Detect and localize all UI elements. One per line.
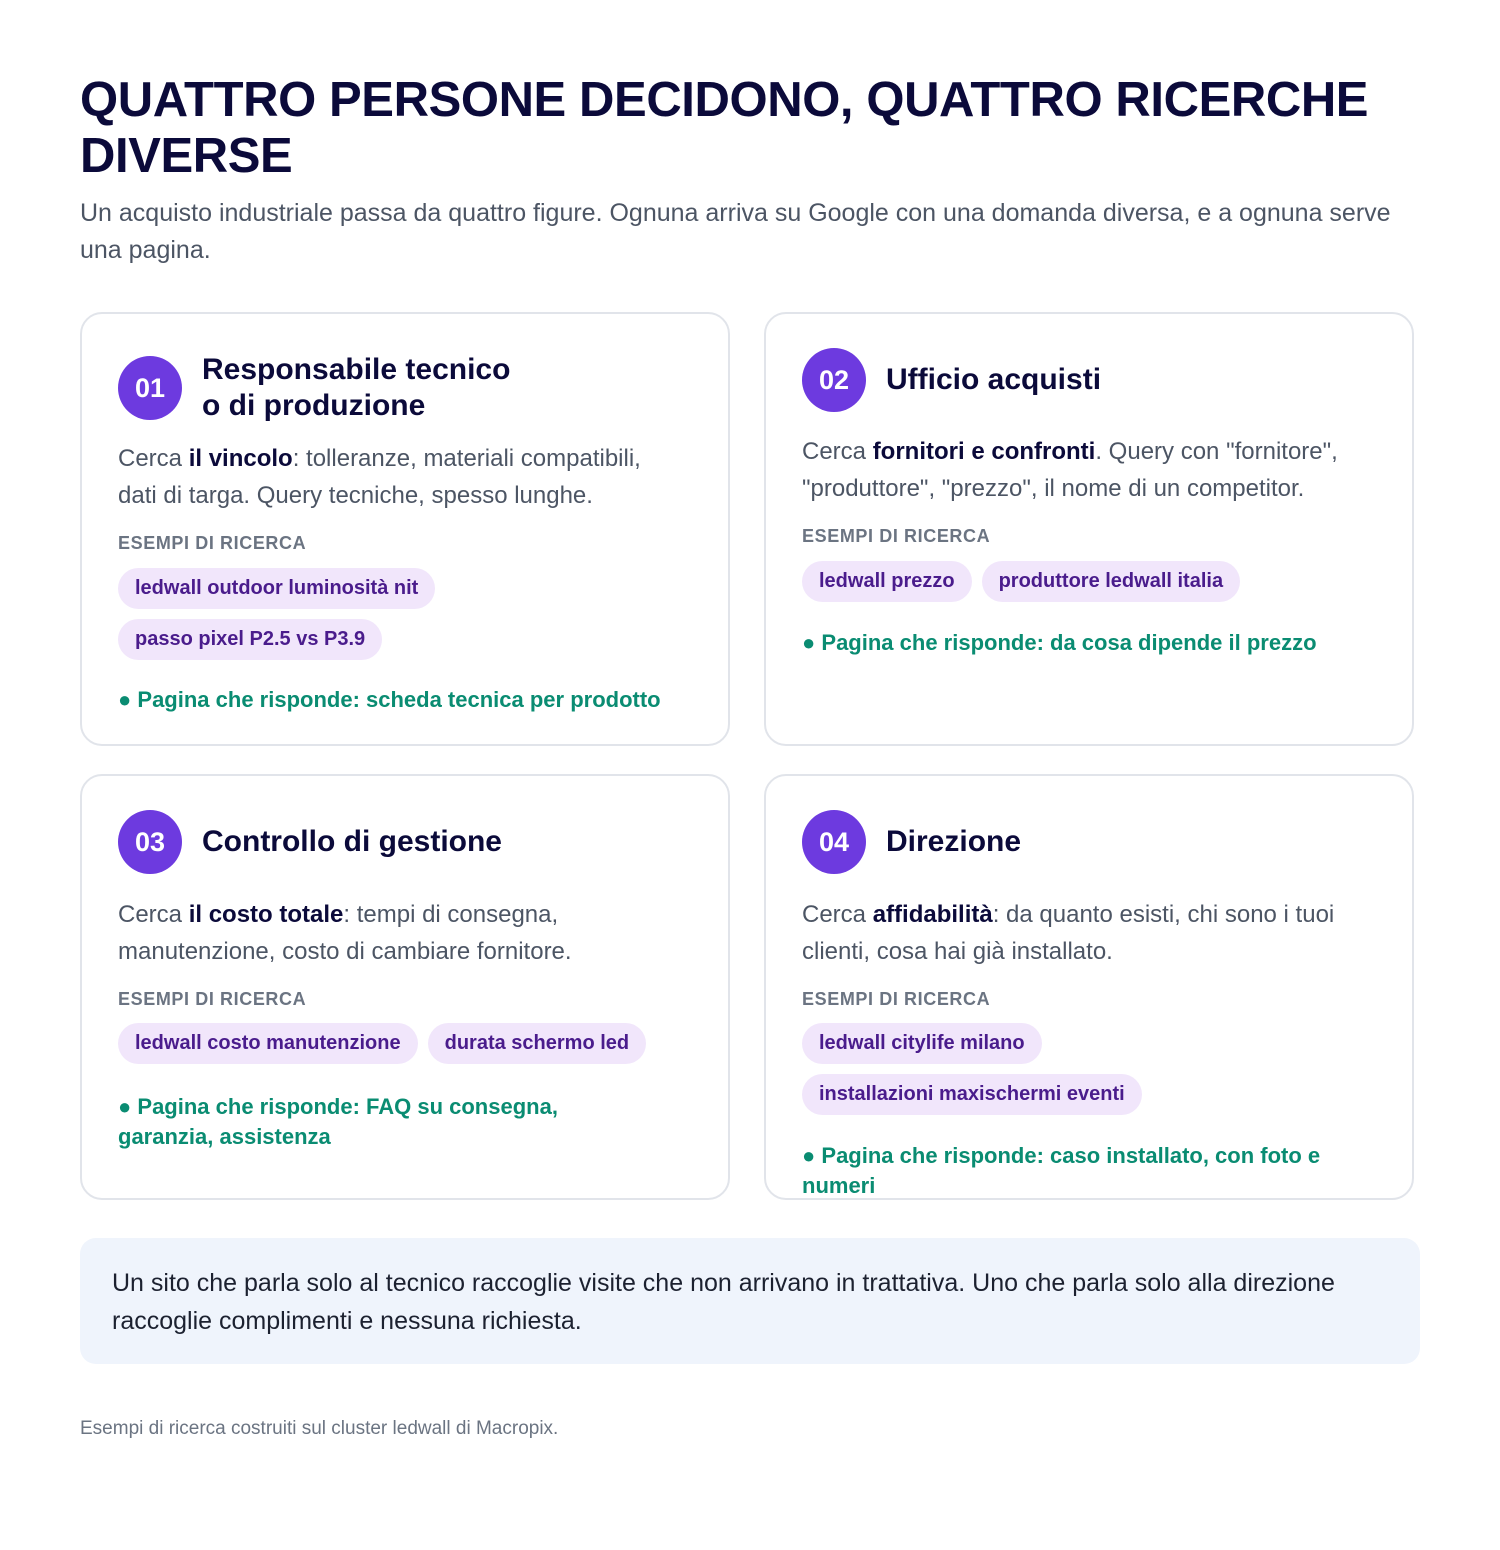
example-tags <box>118 568 678 660</box>
card-header <box>802 810 1021 874</box>
answer-page: ● Pagina che risponde: scheda tecnica per prodotto <box>118 687 661 712</box>
card-title: Ufficio acquisti <box>886 363 1102 396</box>
search-example-tag: produttore ledwall italia <box>982 561 1240 602</box>
search-example-tag: durata schermo led <box>428 1023 647 1064</box>
persona-card-management <box>764 774 1414 1200</box>
example-tags <box>802 561 1362 602</box>
persona-card-technical <box>80 312 730 746</box>
page-title: QUATTRO PERSONE DECIDONO, QUATTRO RICERCHE DIVERSE <box>80 73 1369 183</box>
answer-page: ● Pagina che risponde: caso installato, con foto e numeri <box>802 1143 1321 1198</box>
card-header <box>118 810 502 874</box>
card-title: Controllo di gestione <box>202 825 502 858</box>
conclusion-text: Un sito che parla solo al tecnico raccoglie visite che non arrivano in trattativa. Uno che parla solo alla direzione raccoglie complimenti e nessuna richiesta. <box>112 1269 1335 1335</box>
examples-label: ESEMPI DI RICERCA <box>118 533 307 553</box>
page-subtitle: Un acquisto industriale passa da quattro figure. Ognuna arriva su Google con una domanda diversa, e a ognuna serve una pagina. <box>80 199 1391 264</box>
card-header <box>802 348 1101 412</box>
card-description: Cerca il vincolo: tolleranze, materiali compatibili, dati di targa. Query tecniche, spesso lunghe. <box>118 445 641 509</box>
card-title: Direzione <box>886 825 1022 858</box>
footer-note: Esempi di ricerca costruiti sul cluster ledwall di Macropix. <box>80 1418 559 1439</box>
examples-label: ESEMPI DI RICERCA <box>802 526 991 546</box>
examples-label: ESEMPI DI RICERCA <box>802 989 991 1009</box>
search-example-tag: passo pixel P2.5 vs P3.9 <box>118 619 382 660</box>
persona-card-purchasing <box>764 312 1414 746</box>
card-number-badge: 03 <box>118 810 182 874</box>
search-example-tag: installazioni maxischermi eventi <box>802 1074 1142 1115</box>
example-tags <box>118 1023 678 1064</box>
example-tags <box>802 1023 1362 1115</box>
search-example-tag: ledwall citylife milano <box>802 1023 1042 1064</box>
card-number-badge: 04 <box>802 810 866 874</box>
card-number-badge: 02 <box>802 348 866 412</box>
answer-page: ● Pagina che risponde: da cosa dipende il prezzo <box>802 630 1317 655</box>
search-example-tag: ledwall costo manutenzione <box>118 1023 418 1064</box>
persona-card-controlling <box>80 774 730 1200</box>
card-number-badge: 01 <box>118 356 182 420</box>
card-header <box>118 352 510 424</box>
search-example-tag: ledwall outdoor luminosità nit <box>118 568 435 609</box>
conclusion-note <box>80 1238 1420 1364</box>
card-description: Cerca il costo totale: tempi di consegna, manutenzione, costo di cambiare fornitore. <box>118 901 572 965</box>
card-title: Responsabile tecnico o di produzione <box>202 353 511 422</box>
answer-page: ● Pagina che risponde: FAQ su consegna, garanzia, assistenza <box>118 1094 558 1149</box>
examples-label: ESEMPI DI RICERCA <box>118 989 307 1009</box>
card-description: Cerca fornitori e confronti. Query con "fornitore", "produttore", "prezzo", il nome di un competitor. <box>802 438 1338 502</box>
search-example-tag: ledwall prezzo <box>802 561 972 602</box>
card-description: Cerca affidabilità: da quanto esisti, chi sono i tuoi clienti, cosa hai già installato. <box>802 901 1335 965</box>
